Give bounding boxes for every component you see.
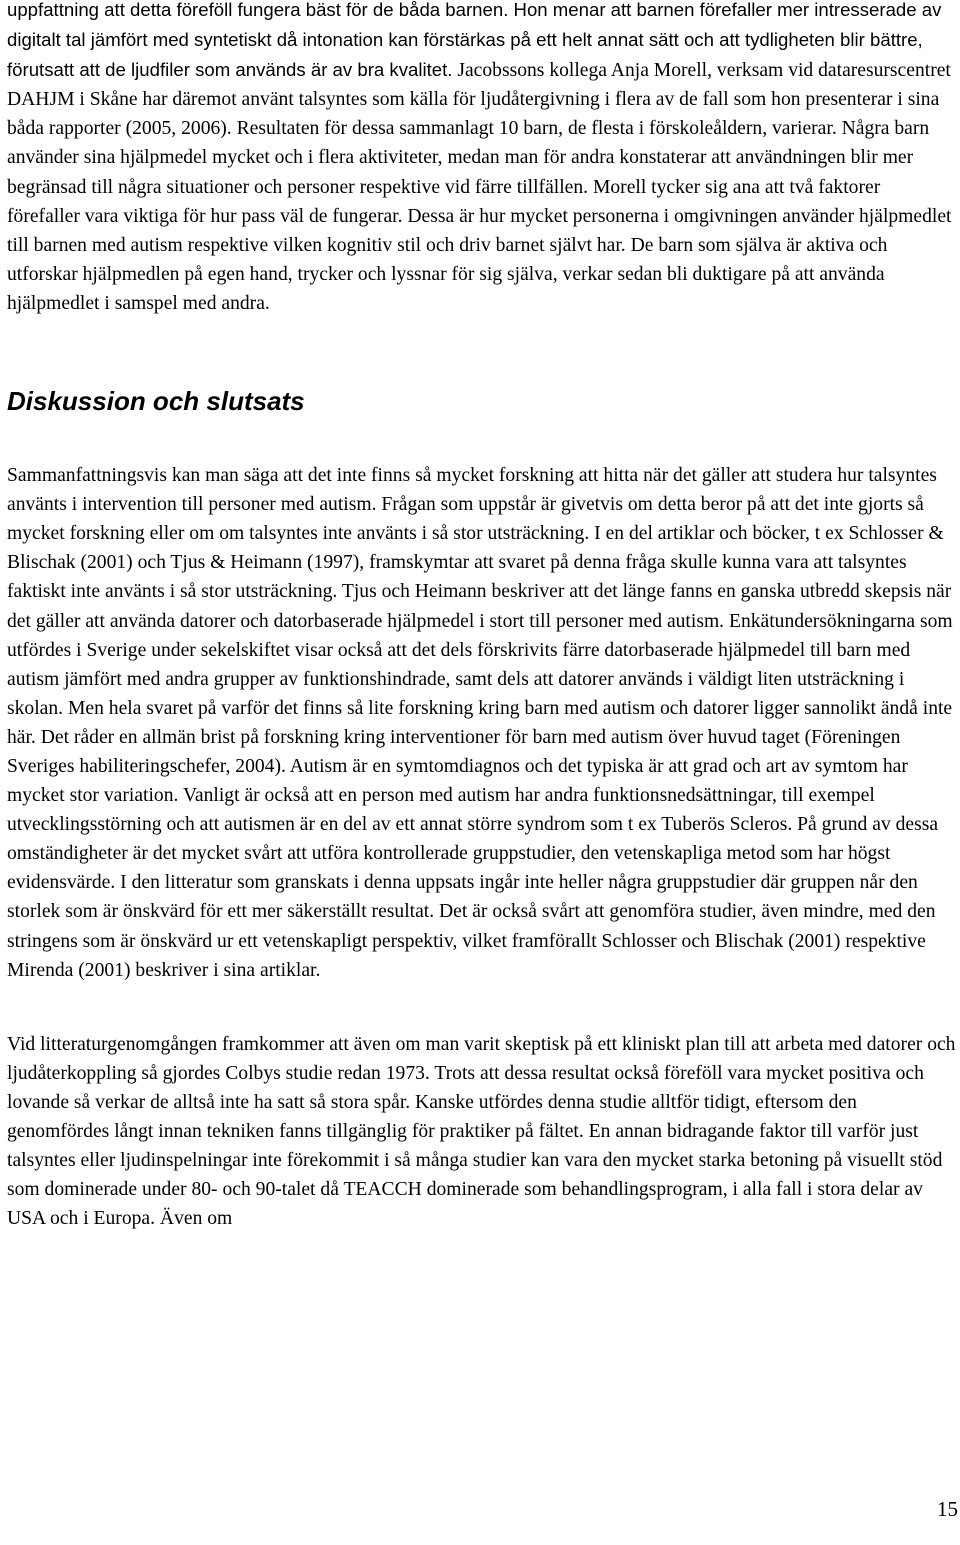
paragraph-intro-text: uppfattning att detta föreföll fungera bäst för de båda barnen. Hon menar att barnen förefaller mer intresserade av digitalt tal jämfört med syntetiskt då intonation kan förstärkas på ett helt annat sätt och att tydligheten blir bättre, förutsatt att de ljudfiler som används är av bra kvalitet.: [7, 0, 942, 81]
paragraph-literature-review: Vid litteraturgenomgången framkommer att även om man varit skeptisk på ett kliniskt plan till att arbeta med datorer och ljudåterkoppling så gjordes Colbys studie redan 1973. Trots att dessa resultat också föreföll vara mycket positiva och lovande så verkar de alltså inte ha satt så stora spår. Kanske utfördes denna studie alltför tidigt, eftersom den genomfördes långt innan tekniken fanns tillgänglig för praktiker på fältet. En annan bidragande faktor till varför just talsyntes eller ljudinspelningar inte förekommit i så många studier kan vara den mycket starka betoning på visuellt stöd som dominerade under 80- och 90-talet då TEACCH dominerade som behandlingsprogram, i alla fall i stora delar av USA och i Europa. Även om: [7, 1033, 956, 1230]
document-page: [7, 0, 957, 1233]
page-number: 15: [937, 1497, 958, 1521]
paragraph-morell: [7, 0, 957, 318]
paragraph-morell-text: Jacobssons kollega Anja Morell, verksam vid dataresurscentret DAHJM i Skåne har däremot använt talsyntes som källa för ljudåtergivning i flera av de fall som hon presenterar i sina båda rapporter (2005, 2006). Resultaten för dessa sammanlagt 10 barn, de flesta i förskoleåldern, varierar. Några barn använder sina hjälpmedel mycket och i flera aktiviteter, medan man för andra konstaterar att användningen blir mer begränsad till några situationer och personer respektive vid färre tillfällen. Morell tycker sig ana att två faktorer förefaller vara viktiga för hur pass väl de fungerar. Dessa är hur mycket personerna i omgivningen använder hjälpmedlet till barnen med autism respektive vilken kognitiv stil och driv barnet självt har. De barn som själva är aktiva och utforskar hjälpmedlen på egen hand, trycker och lyssnar för sig själva, verkar sedan bli duktigare på att använda hjälpmedlet i samspel med andra.: [7, 60, 952, 314]
paragraph-summary: Sammanfattningsvis kan man säga att det inte finns så mycket forskning att hitta när det gäller att studera hur talsyntes använts i intervention till personer med autism. Frågan som uppstår är givetvis om detta beror på att det inte gjorts så mycket forskning eller om om talsyntes inte använts i så stor utsträckning. I en del artiklar och böcker, t ex Schlosser & Blischak (2001) och Tjus & Heimann (1997), framskymtar att svaret på denna fråga skulle kunna vara att talsyntes faktiskt inte använts i så stor utsträckning. Tjus och Heimann beskriver att det länge fanns en ganska utbredd skepsis när det gäller att använda datorer och datorbaserade hjälpmedel i stort till personer med autism. Enkätundersökningarna som utfördes i Sverige under sekelskiftet visar också att det dels förskrivits färre datorbaserade hjälpmedel till barn med autism jämfört med andra grupper av funktionshindrade, samt dels att datorer används i väldigt liten utsträckning i skolan. Men hela svaret på varför det finns så lite forskning kring barn med autism och datorer ligger sannolikt ändå inte här. Det råder en allmän brist på forskning kring interventioner för barn med autism över huvud taget (Föreningen Sveriges habiliteringschefer, 2004). Autism är en symtomdiagnos och det typiska är att grad och art av symtom har mycket stor variation. Vanligt är också att en person med autism har andra funktionsnedsättningar, till exempel utvecklingsstörning och att autismen är en del av ett annat större syndrom som t ex Tuberös Scleros. På grund av dessa omständigheter är det mycket svårt att utföra kontrollerade gruppstudier, den vetenskapliga metod som har högst evidensvärde. I den litteratur som granskats i denna uppsats ingår inte heller några gruppstudier där gruppen når den storlek som är önskvärd för ett mer säkerställt resultat. Det är också svårt att genomföra studier, även mindre, med den stringens som är önskvärd ur ett vetenskapligt perspektiv, vilket framförallt Schlosser och Blischak (2001) respektive Mirenda (2001) beskriver i sina artiklar.: [7, 465, 953, 981]
section-heading: Diskussion och slutsats: [7, 386, 305, 417]
